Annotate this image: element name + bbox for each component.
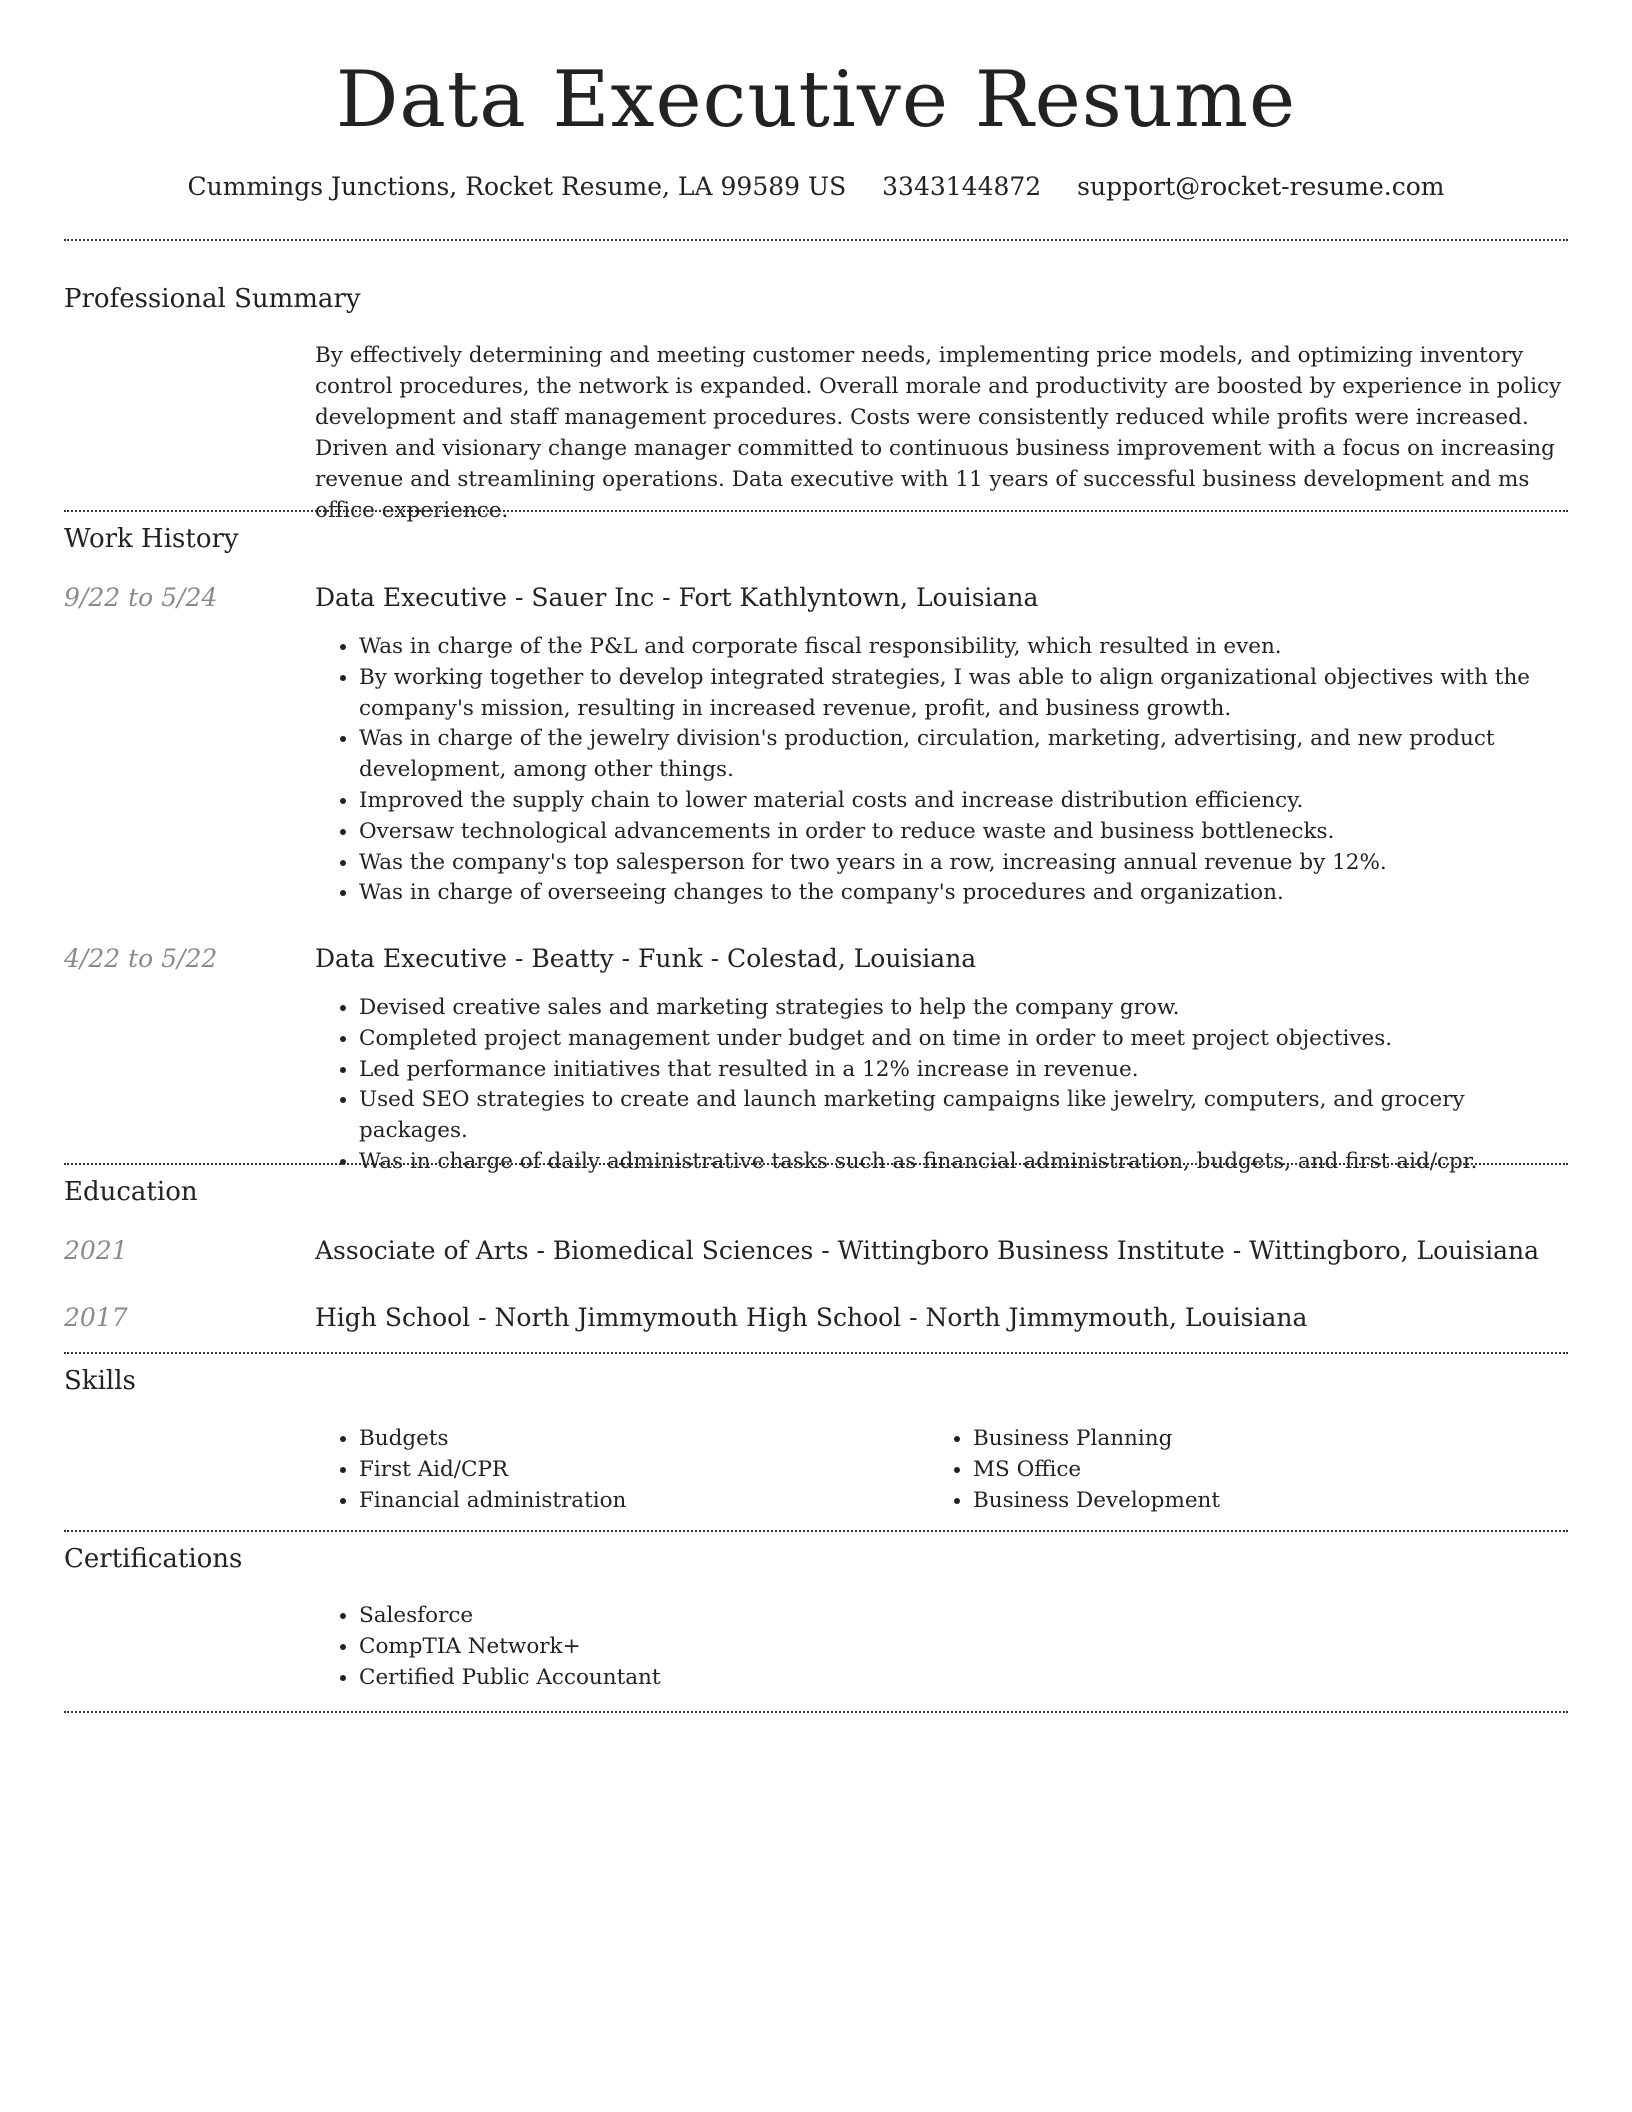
divider [64,239,1568,241]
list-item: • Salesforce [359,1601,1159,1632]
skills-list-right [929,1424,1573,1516]
list-item: • Was in charge of the P&L and corporate fiscal responsibility, which resulted in even. [359,632,1568,663]
contact-email[interactable]: support@rocket-resume.com [1077,172,1445,201]
list-item: • Completed project management under budget and on time in order to meet project objectives. [359,1024,1568,1055]
education-title: Associate of Arts - Biomedical Sciences - Wittingboro Business Institute - Wittingboro, Louisiana [315,1236,1539,1265]
job-dates: 9/22 to 5/24 [64,583,218,612]
job-dates: 4/22 to 5/22 [64,944,218,973]
divider [64,1163,1568,1165]
section-heading-certifications: Certifications [64,1544,243,1574]
contact-line [64,170,1568,204]
list-item: • Was in charge of the jewelry division's production, circulation, marketing, advertising, and new product development, among other things. [359,724,1568,786]
education-year: 2017 [64,1303,128,1332]
list-item: • Oversaw technological advancements in order to reduce waste and business bottlenecks. [359,817,1568,848]
page-title: Data Executive Resume [335,55,1297,145]
list-item: • Certified Public Accountant [359,1663,1159,1694]
education-year: 2021 [64,1236,128,1265]
list-item: • By working together to develop integrated strategies, I was able to align organizational objectives with the company's mission, resulting in increased revenue, profit, and business growth. [359,663,1568,725]
list-item: • Was in charge of overseeing changes to the company's procedures and organization. [359,878,1568,909]
list-item: • CompTIA Network+ [359,1632,1159,1663]
list-item: • Financial administration [359,1486,929,1517]
divider [64,510,1568,512]
job-title: Data Executive - Beatty - Funk - Colestad, Louisiana [315,944,977,973]
list-item: • Budgets [359,1424,929,1455]
education-title: High School - North Jimmymouth High School - North Jimmymouth, Louisiana [315,1303,1308,1332]
job-bullets [315,632,1568,909]
divider [64,1530,1568,1532]
list-item: • Used SEO strategies to create and launch marketing campaigns like jewelry, computers, and grocery packages. [359,1085,1568,1147]
divider [64,1352,1568,1354]
list-item: • MS Office [973,1455,1573,1486]
list-item: • Devised creative sales and marketing strategies to help the company grow. [359,993,1568,1024]
list-item: • Was in charge of daily administrative tasks such as financial administration, budgets, and first aid/cpr. [359,1147,1568,1178]
section-heading-skills: Skills [64,1366,136,1396]
list-item: • Business Planning [973,1424,1573,1455]
list-item: • Improved the supply chain to lower material costs and increase distribution efficiency. [359,786,1568,817]
contact-phone: 3343144872 [882,172,1042,201]
skills-list-left [315,1424,929,1516]
job-title: Data Executive - Sauer Inc - Fort Kathlyntown, Louisiana [315,583,1039,612]
certifications-list [315,1601,1159,1693]
job-bullets [315,993,1568,1178]
list-item: • First Aid/CPR [359,1455,929,1486]
list-item: • Business Development [973,1486,1573,1517]
contact-address: Cummings Junctions, Rocket Resume, LA 99589 US [187,172,847,201]
summary-text: By effectively determining and meeting customer needs, implementing price models, and optimizing inventory control procedures, the network is expanded. Overall morale and productivity are boosted by experience in policy development and staff management procedures. Costs were consistently reduced while profits were increased. Driven and visionary change manager committed to continuous business improvement with a focus on increasing revenue and streamlining operations. Data executive with 11 years of successful business development and ms office experience. [315,343,1562,523]
divider [64,1711,1568,1713]
section-heading-education: Education [64,1177,198,1207]
list-item: • Led performance initiatives that resulted in a 12% increase in revenue. [359,1055,1568,1086]
section-heading-work: Work History [64,524,239,554]
section-heading-summary: Professional Summary [64,284,361,314]
list-item: • Was the company's top salesperson for two years in a row, increasing annual revenue by 12%. [359,848,1568,879]
